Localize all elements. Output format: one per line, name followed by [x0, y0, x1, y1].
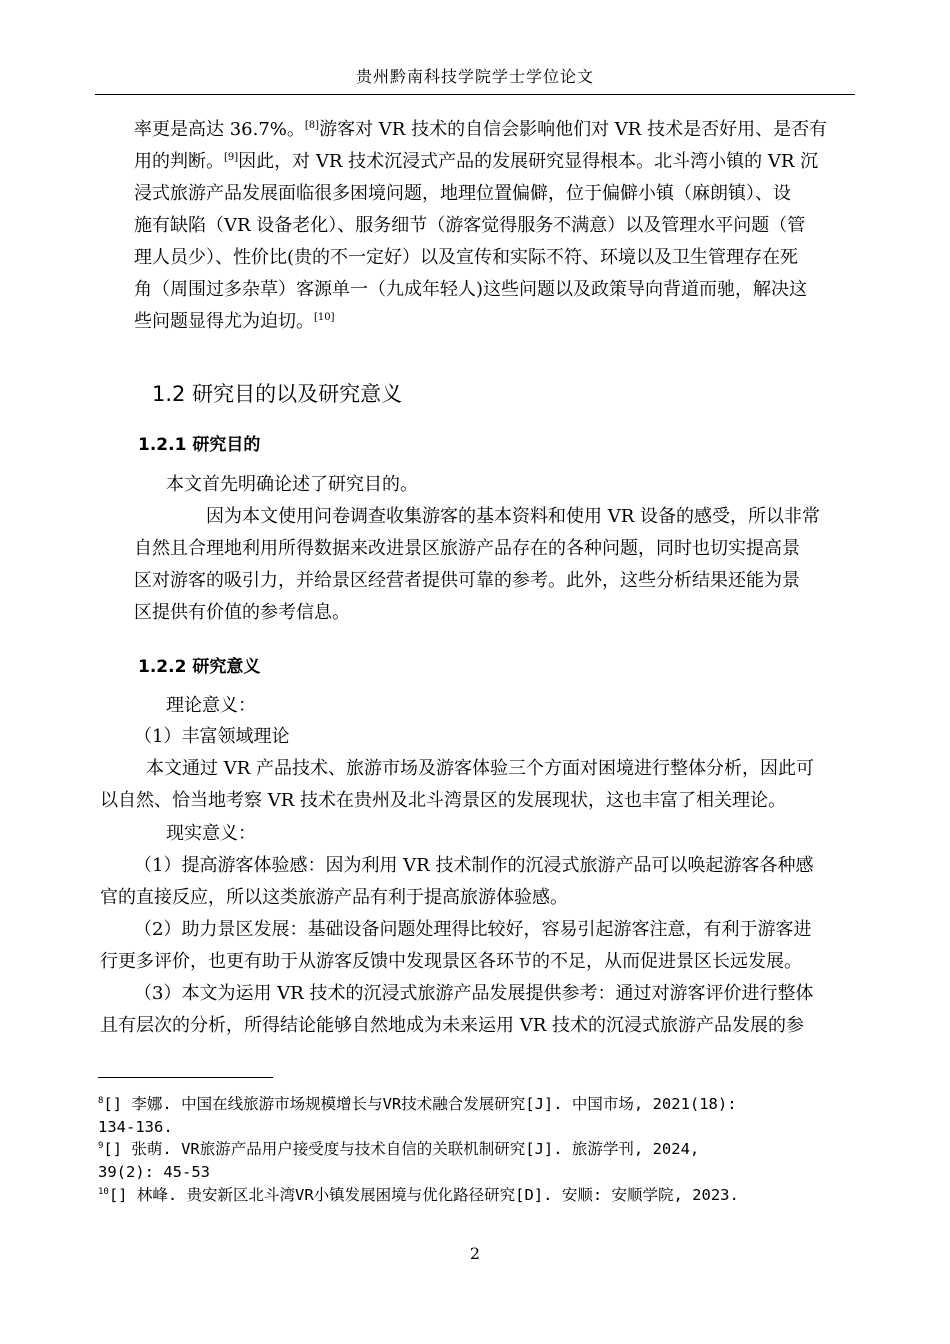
- body-line: 以自然、恰当地考察 VR 技术在贵州及北斗湾景区的发展现状，这也丰富了相关理论。: [100, 790, 786, 811]
- footnote: $^{10}$[] 林峰. 贵安新区北斗湾VR小镇发展困境与优化路径研究[D]. 安顺: 安顺学院, 2023.: [98, 1186, 739, 1205]
- body-line: 角（周围过多杂草）客源单一（九成年轻人)这些问题以及政策导向背道而驰，解决这: [134, 279, 808, 300]
- body-line: （1）提高游客体验感：因为利用 VR 技术制作的沉浸式旅游产品可以唤起游客各种感: [134, 855, 814, 876]
- body-line: 官的直接反应，所以这类旅游产品有利于提高旅游体验感。: [100, 887, 568, 908]
- footnote-rule: [98, 1077, 273, 1078]
- header-rule: [95, 94, 855, 95]
- subsection-heading: 1.2.2 研究意义: [138, 657, 261, 677]
- body-line: 理论意义：: [166, 695, 256, 716]
- body-line: 率更是高达 36.7%。[8]游客对 VR 技术的自信会影响他们对 VR 技术是否好用、是否有: [134, 119, 828, 140]
- footnote: $^8$[] 李娜. 中国在线旅游市场规模增长与VR技术融合发展研究[J]. 中国市场, 2021(18): 134-136.: [98, 1095, 737, 1137]
- citation-mark[interactable]: [8]: [304, 120, 320, 131]
- body-line: 些问题显得尤为迫切。[10]: [134, 311, 335, 332]
- body-line: 行更多评价，也更有助于从游客反馈中发现景区各环节的不足，从而促进景区长远发展。: [100, 951, 802, 972]
- body-line: 浸式旅游产品发展面临很多困境问题，地理位置偏僻，位于偏僻小镇（麻朗镇）、设: [134, 183, 791, 204]
- section-heading: 1.2 研究目的以及研究意义: [152, 382, 403, 406]
- subsection-heading: 1.2.1 研究目的: [138, 435, 261, 455]
- citation-mark[interactable]: [9]: [224, 152, 239, 163]
- body-line: 现实意义：: [166, 823, 256, 844]
- body-line: 用的判断。[9]因此，对 VR 技术沉浸式产品的发展研究显得根本。北斗湾小镇的 VR 沉: [134, 151, 819, 172]
- body-line: 本文通过 VR 产品技术、旅游市场及游客体验三个方面对困境进行整体分析，因此可: [146, 758, 814, 779]
- body-line: 本文首先明确论述了研究目的。: [166, 474, 418, 495]
- running-header: 贵州黔南科技学院学士学位论文: [355, 67, 594, 86]
- body-line: 区对游客的吸引力，并给景区经营者提供可靠的参考。此外，这些分析结果还能为景: [134, 570, 800, 591]
- body-line: 自然且合理地利用所得数据来改进景区旅游产品存在的各种问题，同时也切实提高景: [134, 538, 800, 559]
- page-number: 2: [469, 1244, 481, 1263]
- citation-mark[interactable]: [10]: [314, 312, 335, 323]
- body-line: （3）本文为运用 VR 技术的沉浸式旅游产品发展提供参考：通过对游客评价进行整体: [134, 983, 814, 1004]
- body-line: 施有缺陷（VR 设备老化）、服务细节（游客觉得服务不满意）以及管理水平问题（管: [134, 215, 806, 236]
- body-line: 且有层次的分析，所得结论能够自然地成为未来运用 VR 技术的沉浸式旅游产品发展的参: [100, 1015, 804, 1036]
- body-line: 区提供有价值的参考信息。: [134, 602, 350, 623]
- footnote: $^9$[] 张萌. VR旅游产品用户接受度与技术自信的关联机制研究[J]. 旅游学刊, 2024, 39(2): 45-53: [98, 1140, 700, 1182]
- body-line: 因为本文使用问卷调查收集游客的基本资料和使用 VR 设备的感受，所以非常: [206, 506, 820, 527]
- body-line: （1）丰富领域理论: [134, 726, 290, 747]
- body-line: 理人员少）、性价比(贵的不一定好）以及宣传和实际不符、环境以及卫生管理存在死: [134, 247, 799, 268]
- body-line: （2）助力景区发展：基础设备问题处理得比较好，容易引起游客注意，有利于游客进: [134, 919, 812, 940]
